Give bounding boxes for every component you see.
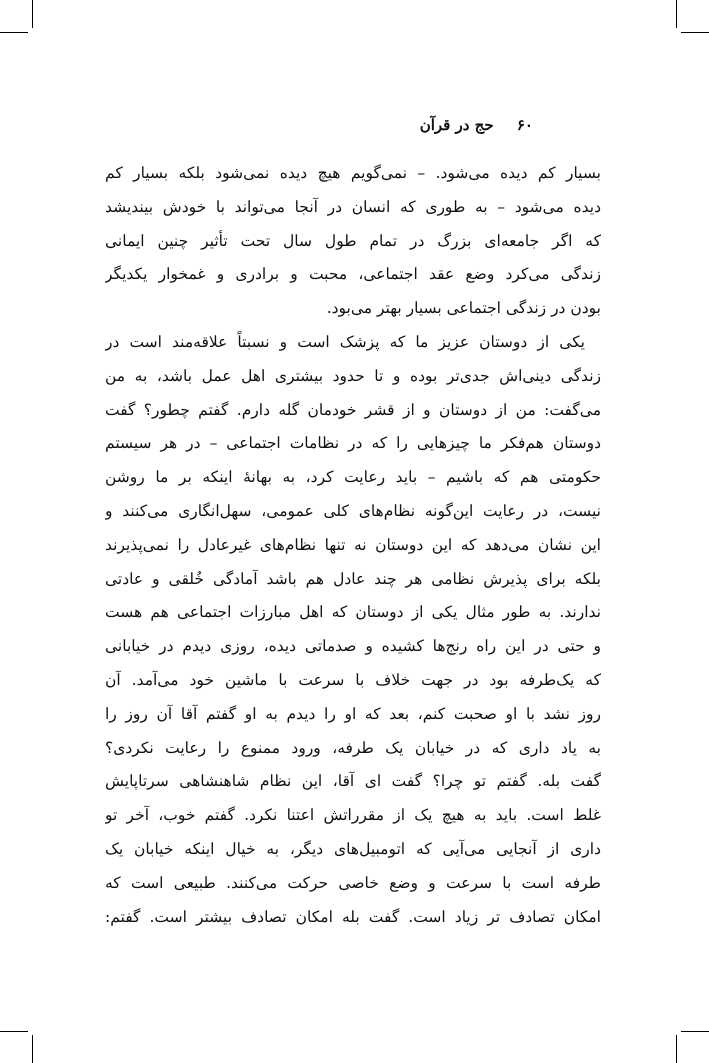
text-line: حکومتی هم که باشیم – باید رعایت کرد، به بهانهٔ اینکه بر ما روشن: [105, 468, 601, 487]
text-line: دیده می‌شود – به طوری که انسان در آنجا می‌تواند با خودش بیندیشد: [105, 197, 601, 216]
crop-mark-bottom-right: [676, 1035, 677, 1063]
running-head: [273, 116, 533, 134]
text-line: روز نشد با او صحبت کنم، بعد که او را دیدم به او گفتم آقا آن روز را: [105, 704, 601, 723]
page-number: ۶۰: [516, 116, 533, 134]
text-line: زندگی می‌کرد وضع عقد اجتماعی، محبت و برادری و غمخوار یکدیگر: [105, 265, 601, 284]
text-line: نیست، در رعایت این‌گونه نظام‌های کلی عمومی، سهل‌انگاری می‌کنند و: [105, 501, 601, 520]
text-line: دوستان هم‌فکر ما چیزهایی را که در نظامات اجتماعی – در هر سیستم: [105, 434, 601, 453]
text-line: بسیار کم دیده می‌شود. – نمی‌گویم هیچ دیده نمی‌شود بلکه بسیار کم: [105, 164, 601, 182]
text-line: که اگر جامعه‌ای بزرگ در تمام طول سال تحت تأثیر چنین ایمانی: [105, 231, 601, 250]
crop-mark-top-right: [676, 0, 677, 28]
text-line: گفت بله. گفتم تو چرا؟ گفت ای آقا، این نظام شاهنشاهی سرتاپایش: [105, 772, 601, 791]
crop-mark-bottom-left: [32, 1035, 33, 1063]
text-line: ندارند. به طور مثال یکی از دوستان که اهل مبارزات اجتماعی هم هست: [105, 603, 601, 622]
text-line: به یاد داری که در خیابان یک طرفه، ورود ممنوع را رعایت نکردی؟: [105, 738, 601, 757]
text-line: این نشان می‌دهد که این دوستان نه تنها نظام‌های غیرعادل را نمی‌پذیرند: [105, 535, 601, 554]
crop-mark-top-left-horizontal: [0, 32, 28, 33]
crop-mark-bottom-right-horizontal: [681, 1031, 709, 1032]
text-line: طرفه است با سرعت و وضع خاصی حرکت می‌کنند. طبیعی است که: [105, 873, 601, 892]
text-line: و حتی در این راه رنج‌ها کشیده و صدماتی دیده، روزی دیدم در خیابانی: [105, 637, 601, 656]
text-line: بلکه برای پذیرش نظامی هر چند عادل هم باشد آمادگی خُلقی و عادتی: [105, 569, 601, 588]
text-line: زندگی دینی‌اش جدی‌تر بوده و تا حدود بیشتری اهل عمل باشد، به من: [105, 366, 601, 385]
text-line: امکان تصادف تر زیاد است. گفت بله امکان تصادف بیشتر است. گفتم:: [105, 907, 601, 926]
text-line: داری از آنجایی می‌آیی که اتومبیل‌های دیگر، به خیال اینکه خیابان یک: [105, 839, 601, 858]
crop-mark-top-left: [32, 0, 33, 28]
crop-mark-bottom-left-horizontal: [0, 1031, 28, 1032]
book-title: حج در قرآن: [419, 116, 494, 134]
text-line-paragraph-end: بودن در زندگی اجتماعی بسیار بهتر می‌بود.: [326, 299, 601, 318]
text-line: می‌گفت: من از دوستان و از قشر خودمان گله دارم. گفتم چطور؟ گفت: [105, 400, 601, 419]
text-line: که یک‌طرفه بود در جهت خلاف با سرعت با ماشین خود می‌آمد. آن: [105, 670, 601, 689]
crop-mark-top-right-horizontal: [681, 32, 709, 33]
text-line-paragraph-start: یکی از دوستان عزیز ما که پزشک است و نسبتاً علاقه‌مند است در: [105, 332, 585, 351]
body-text: [105, 157, 601, 934]
text-line: غلط است. باید به هیچ یک از مقرراتش اعتنا نکرد. گفتم خوب، آخر تو: [105, 806, 601, 825]
